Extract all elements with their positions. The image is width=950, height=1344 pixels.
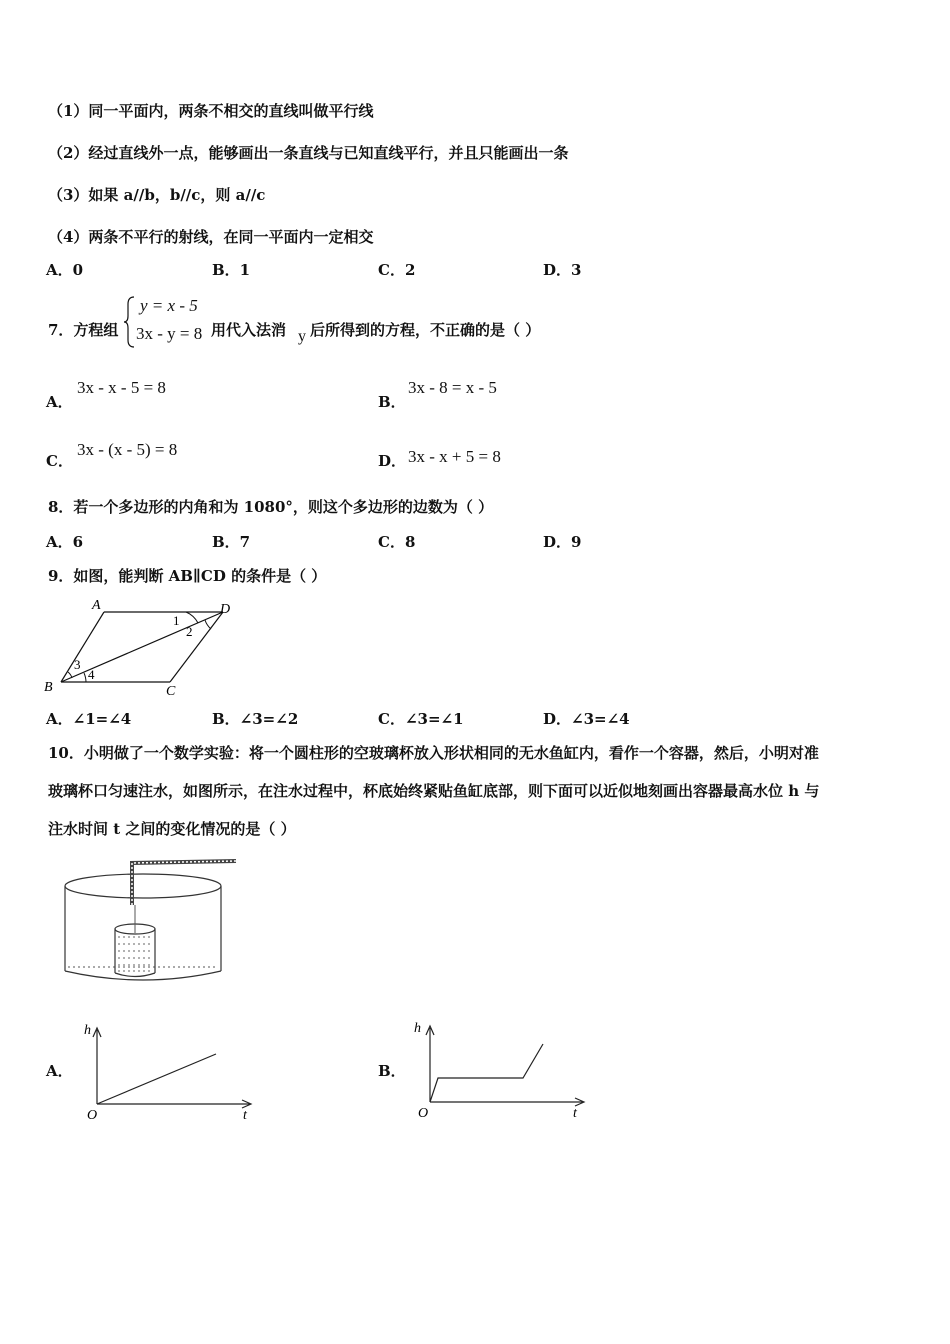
q7-option-c-label[interactable]: C． [46, 452, 73, 470]
q8-option-c[interactable]: C．8 [378, 533, 416, 551]
q10-option-b-label[interactable]: B． [378, 1062, 406, 1080]
q7-option-d-label[interactable]: D． [378, 452, 407, 470]
graph-b-line [430, 1044, 543, 1102]
q8-option-d[interactable]: D．9 [543, 533, 582, 551]
graph-b-h-label: h [414, 1021, 421, 1036]
q9-stem: 9．如图，能判断 AB∥CD 的条件是（ ） [48, 567, 327, 585]
vertex-a-label: A [92, 598, 101, 613]
graph-a-h-label: h [84, 1023, 91, 1038]
q7-option-b-label[interactable]: B． [378, 393, 406, 411]
q6-option-a[interactable]: A．0 [46, 261, 84, 279]
q10-option-a-label[interactable]: A． [46, 1062, 73, 1080]
q7-equation-1: y = x - 5 [140, 296, 198, 315]
statement-3: （3）如果 a//b，b//c，则 a//c [48, 186, 266, 204]
q6-option-c[interactable]: C．2 [378, 261, 416, 279]
fish-tank-illustration [58, 853, 248, 988]
angle-2-label: 2 [186, 624, 193, 639]
q9-option-b[interactable]: B．∠3=∠2 [212, 710, 299, 728]
q10-graph-b [413, 1018, 603, 1123]
q7-suffix: 后所得到的方程，不正确的是（ ） [310, 321, 541, 339]
q10-stem-line-2: 玻璃杯口匀速注水，如图所示，在注水过程中，杯底始终紧贴鱼缸底部，则下面可以近似地刻画出容器最高水位 h 与 [48, 782, 820, 800]
angle-3-label: 3 [74, 657, 81, 672]
statement-2: （2）经过直线外一点，能够画出一条直线与已知直线平行，并且只能画出一条 [48, 144, 569, 162]
q10-stem-line-1: 10．小明做了一个数学实验：将一个圆柱形的空玻璃杯放入形状相同的无水鱼缸内，看作一个容器，然后，小明对准 [48, 744, 819, 762]
graph-a-o-label: O [87, 1108, 98, 1123]
vertex-c-label: C [166, 684, 176, 699]
vertex-b-label: B [44, 680, 53, 695]
q9-parallelogram-figure [40, 596, 240, 699]
graph-a-t-label: t [243, 1108, 247, 1123]
statement-1: （1）同一平面内，两条不相交的直线叫做平行线 [48, 102, 374, 120]
q10-stem-line-3: 注水时间 t 之间的变化情况的是（ ） [48, 820, 296, 838]
q7-prefix: 7．方程组 [48, 321, 119, 339]
q8-option-b[interactable]: B．7 [212, 533, 251, 551]
q9-option-c[interactable]: C．∠3=∠1 [378, 710, 464, 728]
q7-option-c: 3x - (x - 5) = 8 [77, 440, 178, 459]
q10-graph-a [80, 1020, 270, 1125]
q7-option-a: 3x - x - 5 = 8 [77, 378, 166, 397]
q9-option-a[interactable]: A．∠1=∠4 [46, 710, 132, 728]
q7-middle: 用代入法消 [211, 321, 287, 339]
statement-4: （4）两条不平行的射线，在同一平面内一定相交 [48, 228, 374, 246]
q7-option-d: 3x - x + 5 = 8 [408, 447, 501, 466]
q7-option-b: 3x - 8 = x - 5 [408, 378, 497, 397]
angle-1-label: 1 [173, 613, 180, 628]
q7-var: y [298, 328, 306, 345]
vertex-d-label: D [220, 602, 231, 617]
graph-b-t-label: t [573, 1106, 577, 1121]
q7-brace [124, 296, 136, 348]
q7-equation-2: 3x - y = 8 [136, 324, 203, 343]
angle-4-label: 4 [88, 667, 95, 682]
q6-option-b[interactable]: B．1 [212, 261, 251, 279]
graph-a-line [97, 1054, 216, 1104]
q7-option-a-label[interactable]: A． [46, 393, 73, 411]
q9-option-d[interactable]: D．∠3=∠4 [543, 710, 630, 728]
q8-option-a[interactable]: A．6 [46, 533, 84, 551]
q6-option-d[interactable]: D．3 [543, 261, 582, 279]
q8-stem: 8．若一个多边形的内角和为 1080°，则这个多边形的边数为（ ） [48, 498, 494, 516]
graph-b-o-label: O [418, 1106, 429, 1121]
